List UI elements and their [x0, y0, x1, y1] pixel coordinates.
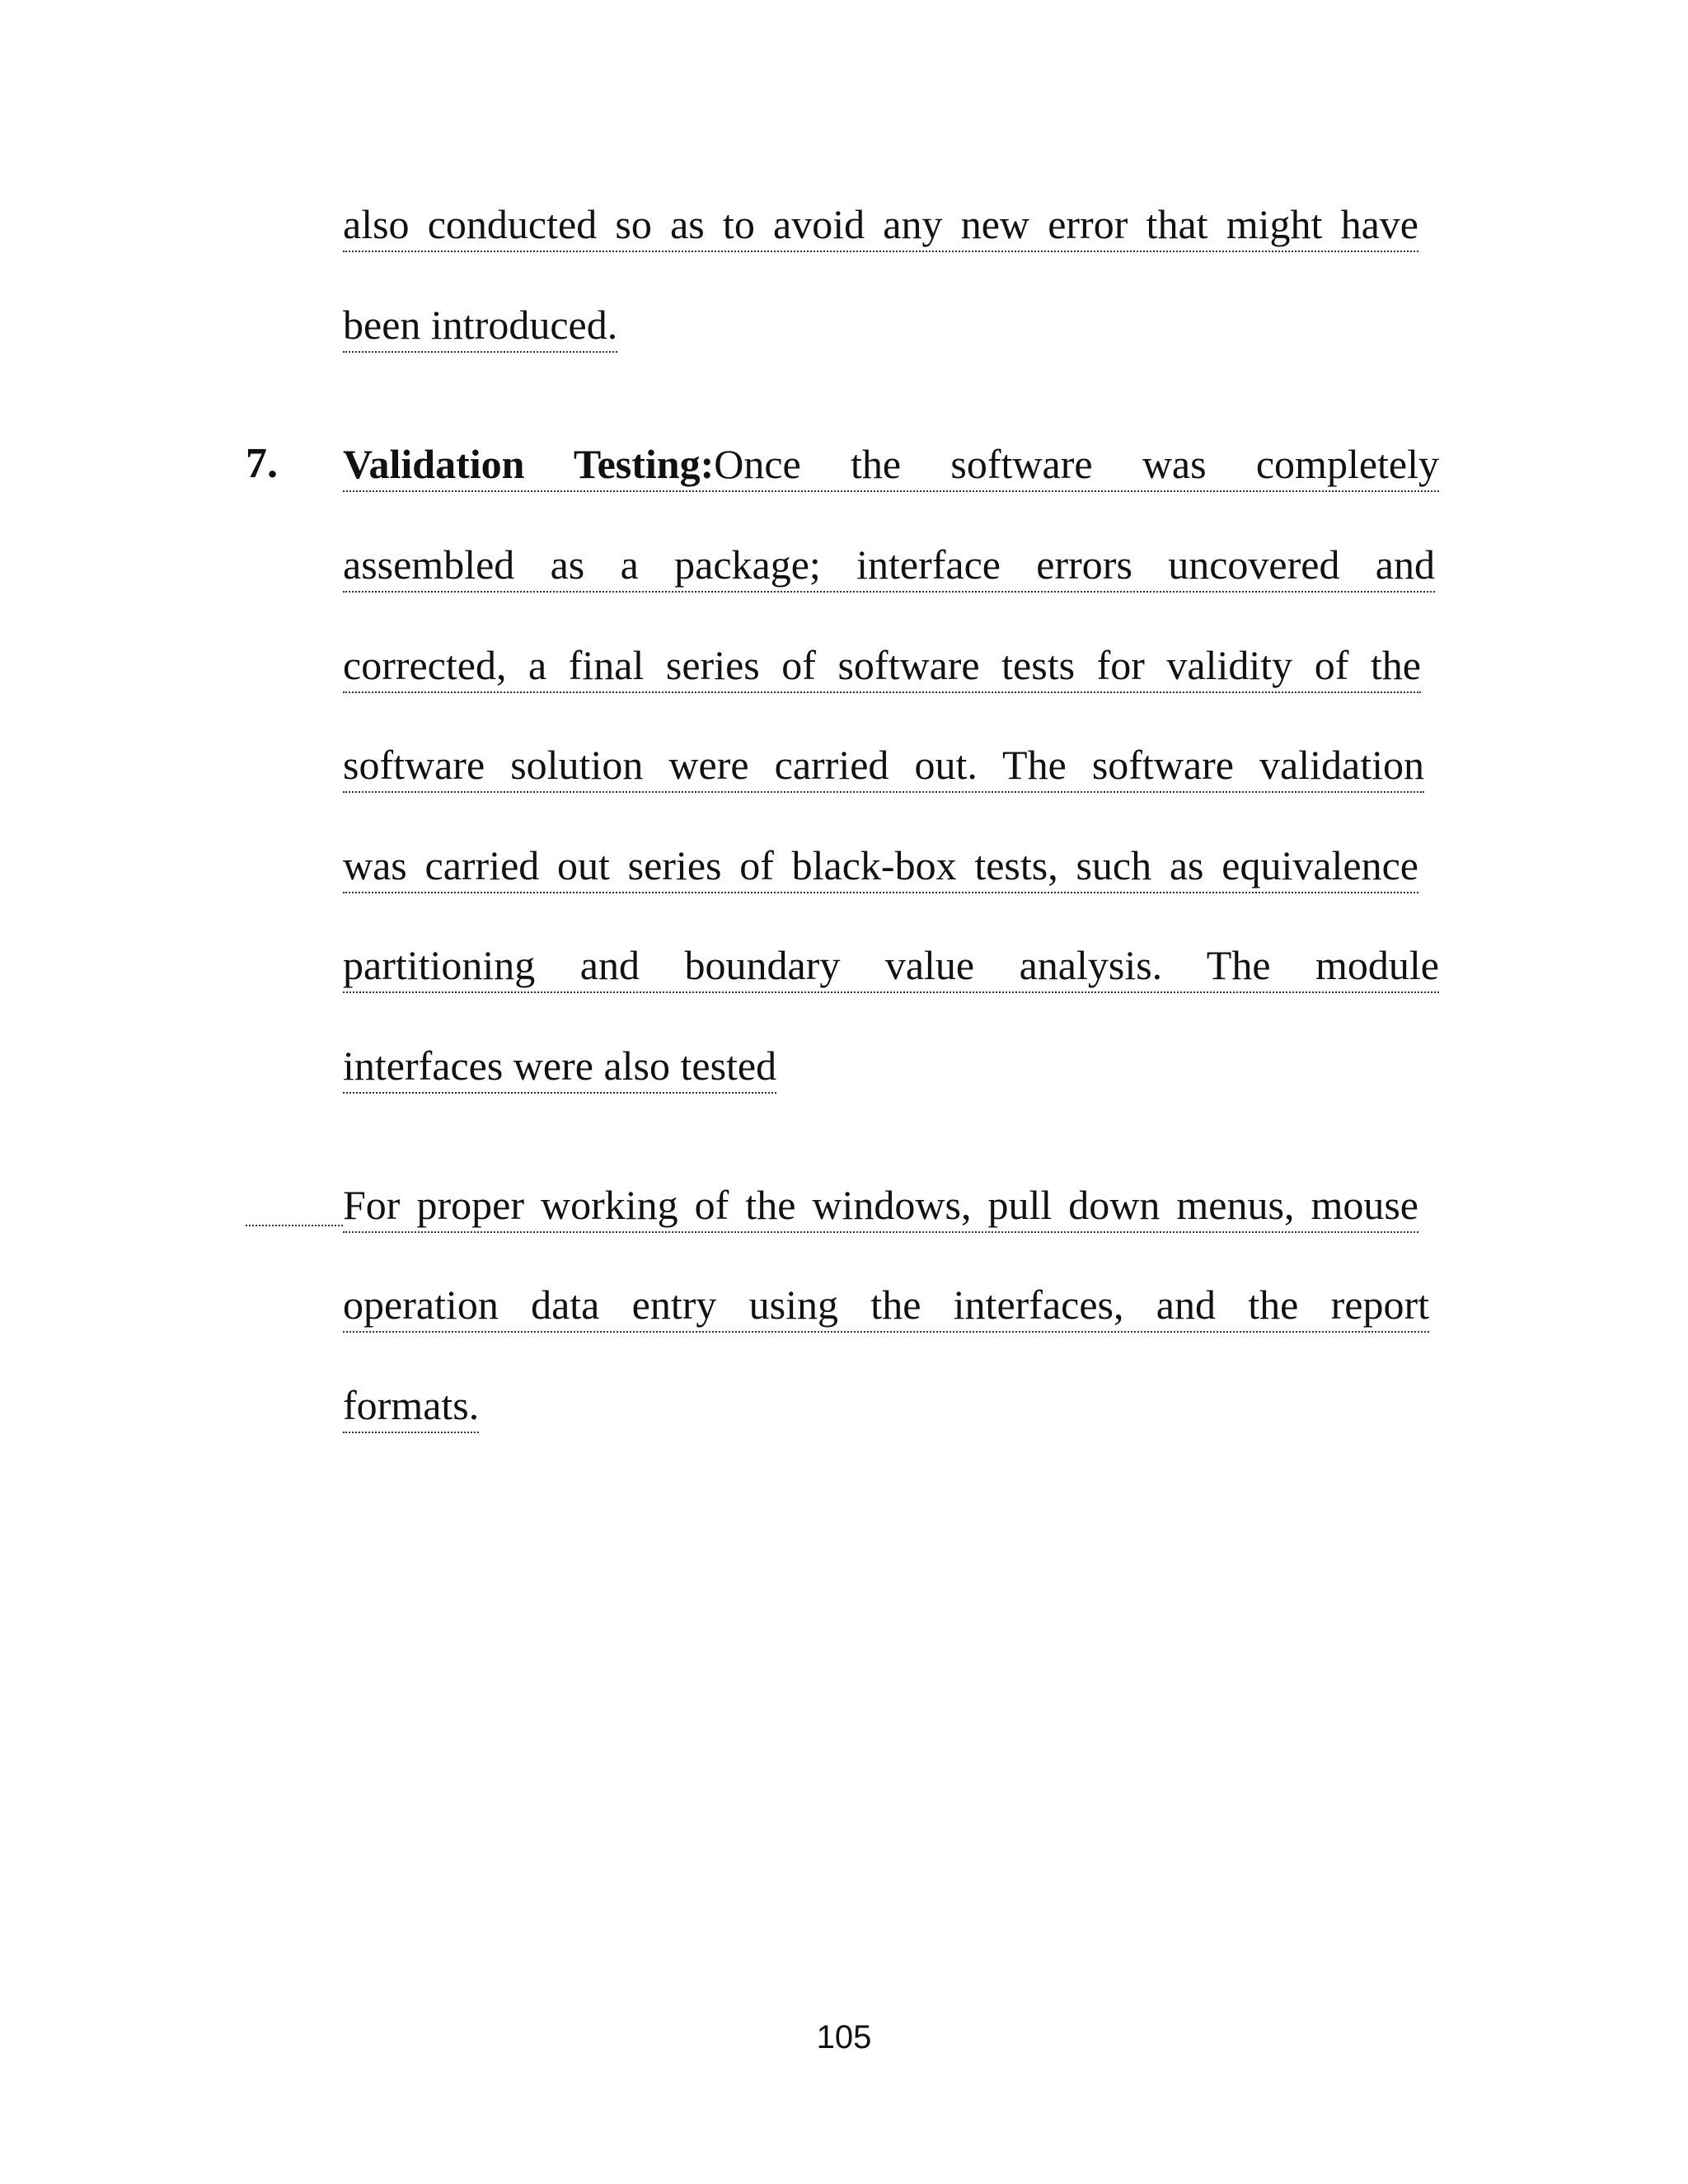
item7-line-1-text: Once the software was completely: [714, 441, 1439, 487]
continuation-line-1: also conducted so as to avoid any new error that might have: [343, 199, 1418, 252]
item7-line-1: [343, 439, 1439, 492]
item7-line-5: was carried out series of black-box tests, such as equivalence: [343, 841, 1418, 893]
para2-line-2: operation data entry using the interfaces, and the report: [343, 1280, 1429, 1333]
item7-heading: Validation Testing:: [343, 441, 715, 487]
item7-line-7: interfaces were also tested: [343, 1041, 776, 1094]
item7-line-6: partitioning and boundary value analysis. The module: [343, 940, 1439, 993]
item-number: 7.: [246, 440, 278, 487]
para2-line-3: formats.: [343, 1380, 479, 1433]
item7-line-4: software solution were carried out. The software validation: [343, 740, 1424, 793]
para2-line-1: For proper working of the windows, pull down menus, mouse: [343, 1180, 1418, 1233]
indent-leader: [246, 1225, 343, 1226]
item7-line-3: corrected, a final series of software tests for validity of the: [343, 640, 1421, 693]
item7-line-2: assembled as a package; interface errors uncovered and: [343, 540, 1435, 593]
page-number: 105: [816, 2019, 872, 2055]
continuation-line-2: been introduced.: [343, 300, 617, 353]
